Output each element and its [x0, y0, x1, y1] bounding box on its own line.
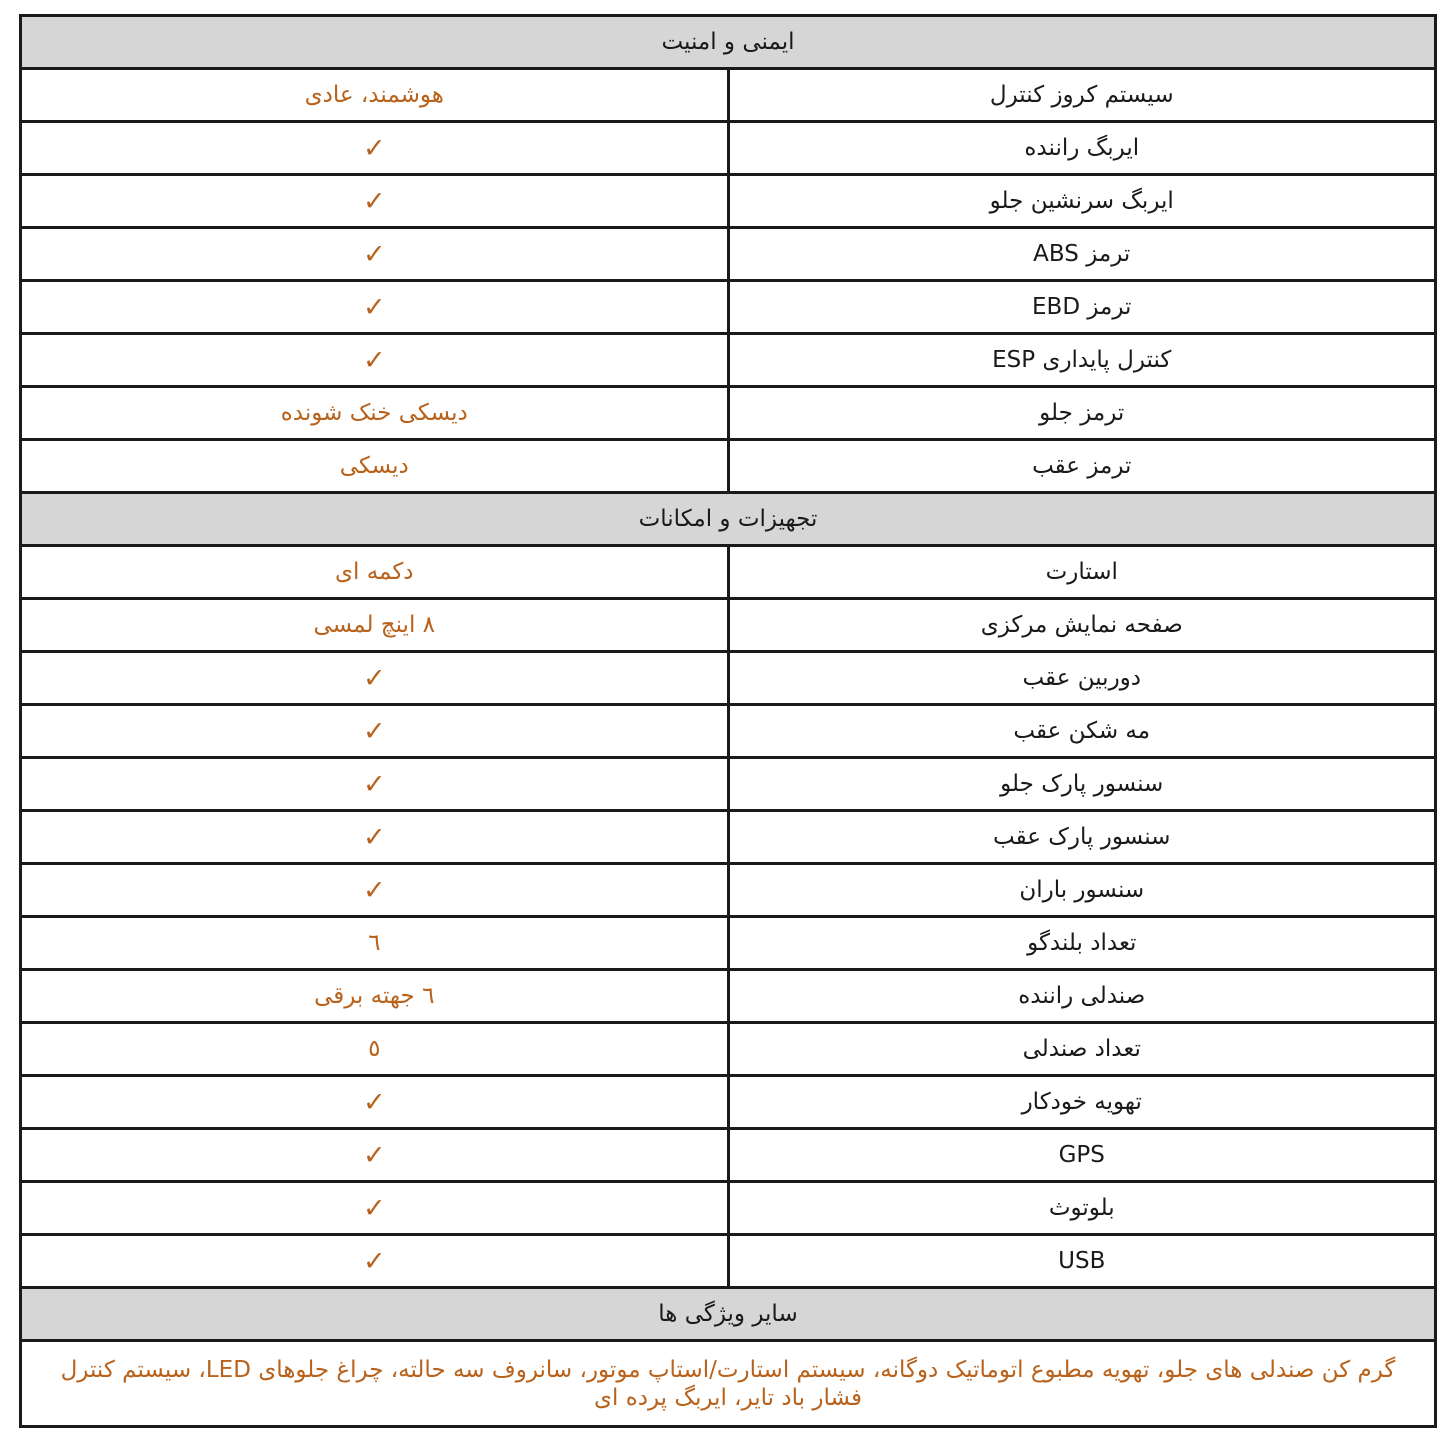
table-row: [21, 758, 1436, 811]
table-row: [21, 652, 1436, 705]
table-row: [21, 546, 1436, 599]
feature-label: تهویه خودکار: [728, 1076, 1436, 1129]
table-row: [21, 864, 1436, 917]
table-row: [21, 69, 1436, 122]
checkmark-icon: ✓: [21, 334, 729, 387]
feature-value: دکمه ای: [21, 546, 729, 599]
table-row: [21, 1182, 1436, 1235]
other-features-text: گرم کن صندلی های جلو، تهویه مطبوع اتوماتیک دوگانه، سیستم استارت/استاپ موتور، سانروف سه حالته، چراغ جلوهای LED، سیستم کنترل فشار باد تایر، ایربگ پرده ای: [21, 1341, 1436, 1427]
table-row: [21, 1235, 1436, 1288]
feature-label: استارت: [728, 546, 1436, 599]
checkmark-icon: ✓: [21, 652, 729, 705]
table-row: [21, 281, 1436, 334]
feature-label: سنسور باران: [728, 864, 1436, 917]
table-row: [21, 334, 1436, 387]
feature-label: ایربگ راننده: [728, 122, 1436, 175]
feature-label: ترمز جلو: [728, 387, 1436, 440]
feature-label: ایربگ سرنشین جلو: [728, 175, 1436, 228]
feature-label: سنسور پارک عقب: [728, 811, 1436, 864]
table-row: [21, 599, 1436, 652]
table-row: [21, 175, 1436, 228]
feature-value: ۸ اینچ لمسی: [21, 599, 729, 652]
feature-label: GPS: [728, 1129, 1436, 1182]
table-row: [21, 440, 1436, 493]
feature-value: دیسکی: [21, 440, 729, 493]
table-row: [21, 917, 1436, 970]
checkmark-icon: ✓: [21, 1235, 729, 1288]
table-row: [21, 122, 1436, 175]
section-title: تجهیزات و امکانات: [21, 493, 1436, 546]
feature-label: کنترل پایداری ESP: [728, 334, 1436, 387]
feature-value: هوشمند، عادی: [21, 69, 729, 122]
table-row: [21, 1076, 1436, 1129]
section-header-row: [21, 1288, 1436, 1341]
feature-value: ٦ جهته برقی: [21, 970, 729, 1023]
feature-label: سیستم کروز کنترل: [728, 69, 1436, 122]
table-row: [21, 1023, 1436, 1076]
section-header-row: [21, 493, 1436, 546]
table-row: [21, 811, 1436, 864]
checkmark-icon: ✓: [21, 1129, 729, 1182]
table-row: [21, 970, 1436, 1023]
notes-row: [21, 1341, 1436, 1427]
checkmark-icon: ✓: [21, 175, 729, 228]
checkmark-icon: ✓: [21, 1076, 729, 1129]
feature-label: بلوتوث: [728, 1182, 1436, 1235]
feature-label: مه شکن عقب: [728, 705, 1436, 758]
table-row: [21, 228, 1436, 281]
feature-label: دوربین عقب: [728, 652, 1436, 705]
section-header-row: [21, 16, 1436, 69]
feature-label: ترمز عقب: [728, 440, 1436, 493]
checkmark-icon: ✓: [21, 864, 729, 917]
feature-label: USB: [728, 1235, 1436, 1288]
feature-label: تعداد بلندگو: [728, 917, 1436, 970]
feature-label: سنسور پارک جلو: [728, 758, 1436, 811]
section-title: ایمنی و امنیت: [21, 16, 1436, 69]
table-row: [21, 705, 1436, 758]
checkmark-icon: ✓: [21, 811, 729, 864]
feature-label: تعداد صندلی: [728, 1023, 1436, 1076]
section-title: سایر ویژگی ها: [21, 1288, 1436, 1341]
feature-value: ٥: [21, 1023, 729, 1076]
feature-label: صفحه نمایش مرکزی: [728, 599, 1436, 652]
spec-table: [19, 14, 1437, 1428]
table-row: [21, 387, 1436, 440]
checkmark-icon: ✓: [21, 281, 729, 334]
checkmark-icon: ✓: [21, 758, 729, 811]
checkmark-icon: ✓: [21, 122, 729, 175]
checkmark-icon: ✓: [21, 1182, 729, 1235]
checkmark-icon: ✓: [21, 705, 729, 758]
feature-label: ترمز ABS: [728, 228, 1436, 281]
checkmark-icon: ✓: [21, 228, 729, 281]
feature-value: ٦: [21, 917, 729, 970]
table-row: [21, 1129, 1436, 1182]
feature-label: صندلی راننده: [728, 970, 1436, 1023]
feature-value: دیسکی خنک شونده: [21, 387, 729, 440]
feature-label: ترمز EBD: [728, 281, 1436, 334]
